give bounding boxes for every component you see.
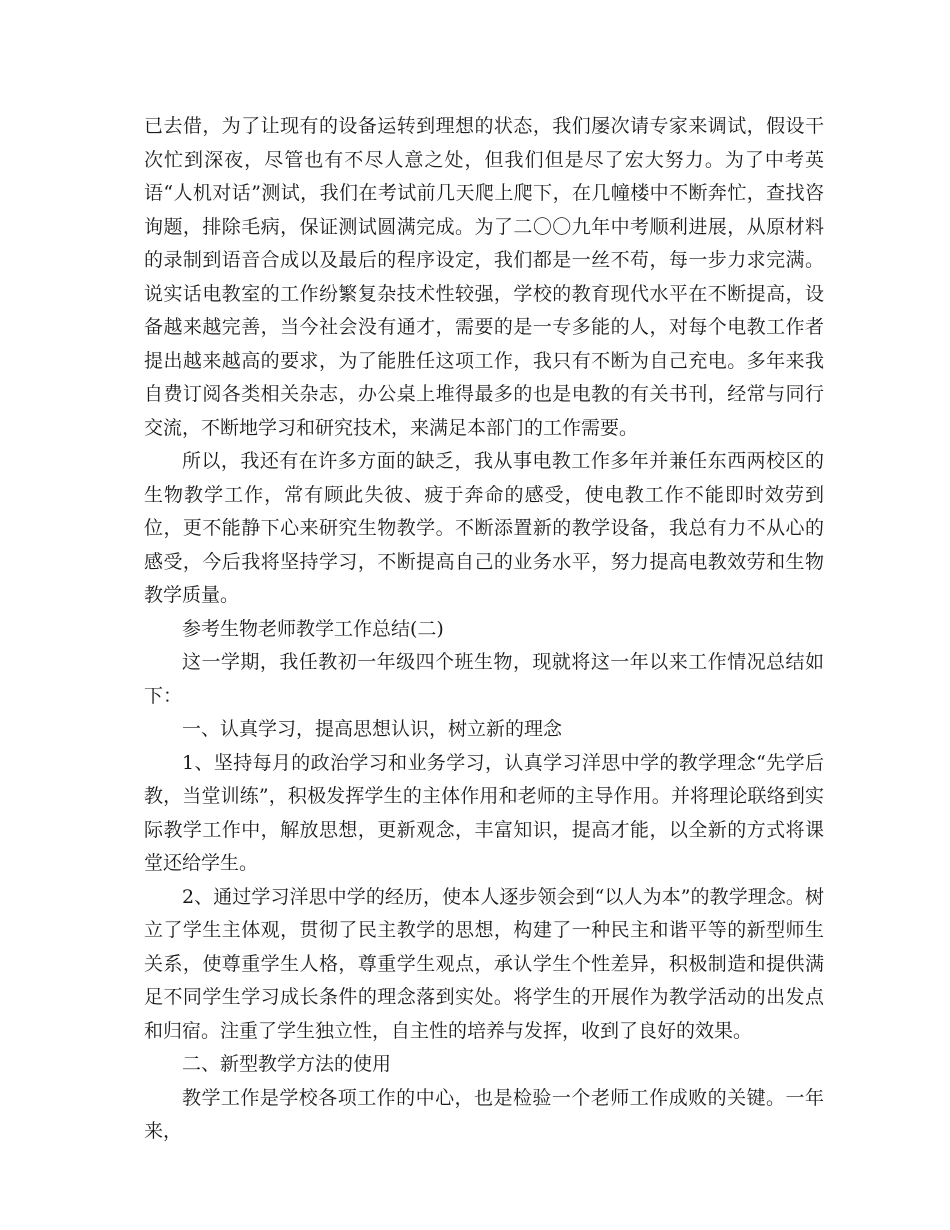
heading-two: 二、新型教学方法的使用 <box>182 1053 392 1075</box>
paragraph-last: 教学工作是学校各项工作的中心，也是检验一个老师工作成败的关键。一年来， <box>144 1086 824 1142</box>
item-two: 2、通过学习洋思中学的经历，使本人逐步领会到“以人为本”的教学理念。树立了学生主体观，贯彻了民主教学的思想，构建了一种民主和谐平等的新型师生关系，使尊重学生人格，尊重学生观点，承认学生个性差异，积极制造和提供满足不同学生学习成长条件的理念落到实处。将学生的开展作为教学活动的出发点和归宿。注重了学生独立性，自主性的培养与发挥，收到了良好的效果。 <box>144 885 824 1042</box>
paragraph-1: 已去借，为了让现有的设备运转到理想的状态，我们屡次请专家来调试，假设干次忙到深夜，尽管也有不尽人意之处，但我们但是尽了宏大努力。为了中考英语“人机对话”测试，我们在考试前几天爬上爬下，在几幢楼中不断奔忙，查找咨询题，排除毛病，保证测试圆满完成。为了二〇〇九年中考顺利进展，从原材料的录制到语音合成以及最后的程序设定，我们都是一丝不苟，每一步力求完满。说实话电教室的工作纷繁复杂技术性较强，学校的教育现代水平在不断提高，设备越来越完善，当今社会没有通才，需要的是一专多能的人，对每个电教工作者提出越来越高的要求，为了能胜任这项工作，我只有不断为自己充电。多年来我自费订阅各类相关杂志，办公桌上堆得最多的也是电教的有关书刊，经常与同行交流，不断地学习和研究技术，来满足本部门的工作需要。 <box>144 115 824 439</box>
paragraph-2: 所以，我还有在许多方面的缺乏，我从事电教工作多年并兼任东西两校区的生物教学工作，常有顾此失彼、疲于奔命的感受，使电教工作不能即时效劳到位，更不能静下心来研究生物教学。不断添置新的教学设备，我总有力不从心的感受，今后我将坚持学习，不断提高自己的业务水平，努力提高电教效劳和生物教学质量。 <box>144 450 824 606</box>
item-one: 1、坚持每月的政治学习和业务学习，认真学习洋思中学的教学理念“先学后教，当堂训练”，积极发挥学生的主体作用和老师的主导作用。并将理论联络到实际教学工作中，解放思想，更新观念，丰富知识，提高才能，以全新的方式将课堂还给学生。 <box>144 751 824 874</box>
heading-one: 一、认真学习，提高思想认识，树立新的理念 <box>182 718 563 740</box>
section-title: 参考生物老师教学工作总结(二) <box>182 617 444 640</box>
paragraph-intro: 这一学期，我任教初一年级四个班生物，现就将这一年以来工作情况总结如下： <box>144 651 824 707</box>
document-page <box>144 110 824 1149</box>
